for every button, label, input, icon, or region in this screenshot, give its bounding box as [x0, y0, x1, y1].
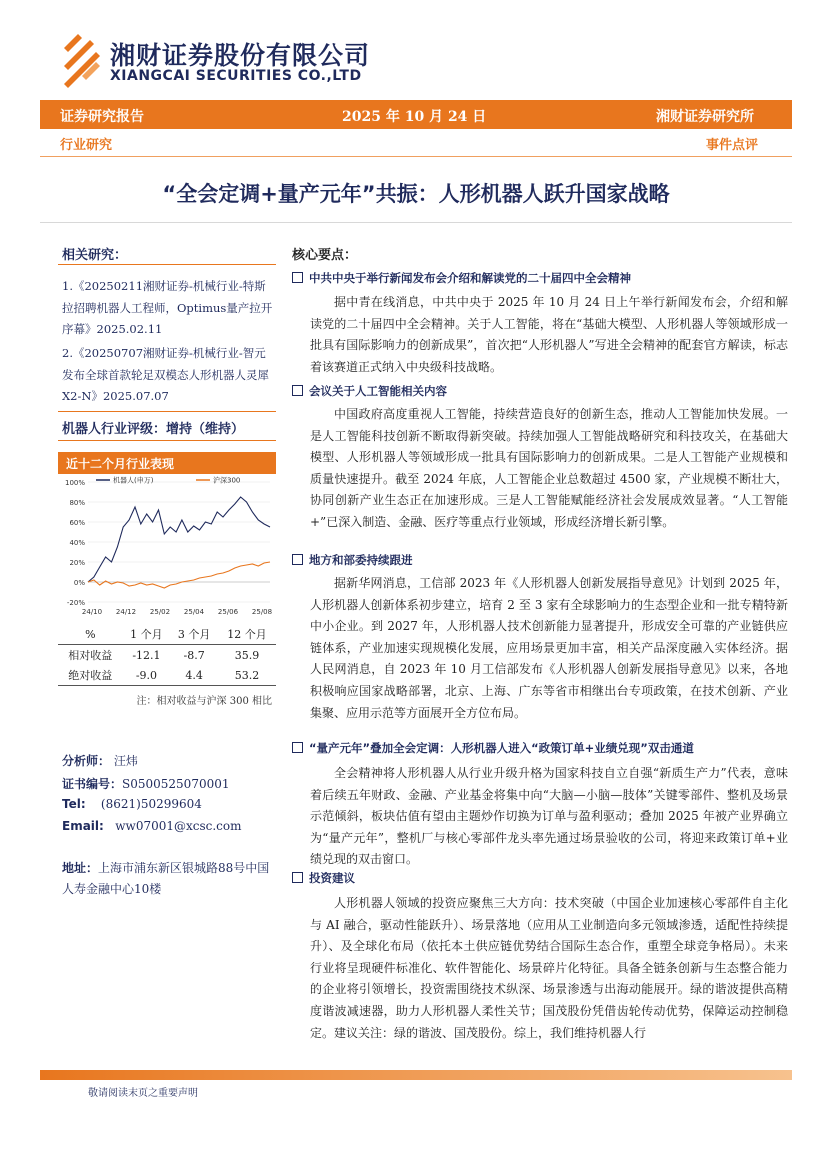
y-tick-label: 100%: [64, 479, 85, 487]
section-title: 投资建议: [309, 871, 355, 885]
table-cell: -8.7: [183, 648, 205, 662]
analyst-line: [62, 752, 138, 769]
y-tick-label: 0%: [73, 579, 85, 587]
related-research-heading: 相关研究：: [62, 248, 128, 263]
page-title: “全会定调+量产元年”共振：人形机器人跃升国家战略: [162, 182, 670, 206]
x-tick-label: 25/08: [251, 608, 273, 616]
table-cell: -9.0: [123, 665, 171, 686]
checkbox-icon: [292, 742, 303, 753]
y-tick-label: 40%: [69, 539, 85, 547]
section-heading-2: [292, 383, 792, 399]
research-type: 行业研究: [60, 138, 113, 153]
email-address[interactable]: ww07001@xcsc.com: [115, 819, 242, 833]
email-label: Email:: [62, 819, 104, 833]
checkbox-icon: [292, 385, 303, 396]
company-name-cn: 湘财证券股份有限公司: [110, 41, 371, 70]
performance-table: [58, 624, 276, 686]
section-paragraph-2: 中国政府高度重视人工智能，持续营造良好的创新生态，推动人工智能加快发展。一是人工智能科技创新不断取得新突破。持续加强人工智能战略研究和科技攻关，在基础大模型、人形机器人等领域形成一批具有国际影响力的创新成果。二是人工智能产业规模和质量快速提升。截至 2024 年底，人工智能企业总数超过 4500 家，产业规模不断壮大，协同创新产业生态正在加速形成。三是人工智能赋能经济社会发展成效显著。“人工智能+”已深入制造、金融、医疗等重点行业领域，形成经济增长新引擎。: [310, 407, 788, 529]
footer-disclaimer[interactable]: 敬请阅读末页之重要声明: [88, 1088, 198, 1099]
checkbox-icon: [292, 272, 303, 283]
section-title: “量产元年”叠加全会定调：人形机器人进入“政策订单+业绩兑现”双击通道: [309, 741, 694, 755]
tel-label: Tel:: [62, 797, 86, 811]
section-heading-4: [292, 740, 792, 756]
cert-line: [62, 775, 230, 792]
institute-name: 湘财证券研究所: [656, 109, 754, 125]
cert-label: 证书编号：: [62, 777, 123, 791]
legend-label: 机器人(申万): [113, 476, 154, 485]
address-block: [62, 858, 276, 900]
related-link-1[interactable]: 1.《20250211湘财证券-机械行业-特斯拉招聘机器人工程师，Optimus量产拉开序幕》2025.02.11: [62, 279, 273, 336]
section-paragraph-5: 人形机器人领域的投资应聚焦三大方向：技术突破（中国企业加速核心零部件自主化与 AI 融合，驱动性能跃升）、场景落地（应用从工业制造向多元领域渗透，适配性持续提升）、及全球化布局（依托本土供应链优势结合国际生态合作，重塑全球竞争格局）。未来行业将呈现硬件标准化、软件智能化、场景碎片化特征。具备全链条创新与生态整合能力的企业将引领增长，投资需围绕技术纵深、场景渗透与出海动能展开。绿的谐波提供高精度谐波减速器，助力人形机器人柔性关节；国茂股份凭借齿轮传动优势，保障运动控制稳定。建议关注：绿的谐波、国茂股份。综上，我们维持机器人行: [310, 896, 788, 1040]
x-tick-label: 24/10: [81, 608, 103, 616]
y-tick-label: -20%: [66, 599, 85, 607]
cert-number: S0500525070001: [122, 777, 230, 791]
related-link-2[interactable]: 2.《20250707湘财证券-机械行业-智元发布全球首款轮足双模态人形机器人灵犀X2-N》2025.07.07: [62, 346, 269, 403]
table-header: 1 个月: [123, 624, 171, 645]
related-divider: [58, 264, 276, 265]
series-line-1: [88, 562, 270, 588]
tel-number: (8621)50299604: [100, 797, 202, 811]
legend-label: 沪深300: [213, 476, 241, 485]
y-tick-label: 60%: [69, 519, 85, 527]
section-paragraph-4: 全会精神将人形机器人从行业升级升格为国家科技自立自强“新质生产力”代表，意味着后续五年财政、金融、产业基金将集中向“大脑—小脑—肢体”关键零部件、整机及场景示范倾斜，板块估值有望由主题炒作切换为订单与盈利驱动；叠加 2025 年被产业界确立为“量产元年”，整机厂与核心零部件龙头率先通过场景验收的公司，将迎来政策订单+业绩兑现的双击窗口。: [310, 766, 788, 867]
table-cell: 4.4: [170, 665, 218, 686]
section-paragraph-3: 据新华网消息，工信部 2023 年《人形机器人创新发展指导意见》计划到 2025 年，人形机器人创新体系初步建立，培育 2 至 3 家有全球影响力的生态型企业和一批专精特新中小企业。到 2027 年，人形机器人技术创新能力显著提升，形成安全可靠的产业链供应链体系，产业加速实现规模化发展，应用场景更加丰富，相关产品深度融入实体经济。据人民网消息，自 2023 年 10 月工信部发布《人形机器人创新发展指导意见》以来，各地积极响应国家战略部署，北京、上海、广东等省市相继出台专项政策，在技术创新、产业集聚、应用示范等方面展开全方位布局。: [310, 576, 788, 720]
table-row: [58, 645, 276, 666]
company-logo-icon: [60, 30, 100, 88]
x-tick-label: 25/04: [183, 608, 205, 616]
title-divider: [40, 222, 792, 223]
x-tick-label: 24/12: [115, 608, 137, 616]
core-points-heading: 核心要点：: [292, 248, 358, 263]
section-title: 会议关于人工智能相关内容: [309, 384, 447, 398]
section-heading-5: [292, 870, 792, 886]
footer-bar: [40, 1070, 792, 1080]
company-name-en: XIANGCAI SECURITIES CO.,LTD: [110, 68, 362, 84]
series-line-0: [88, 497, 270, 582]
table-note: 注：相对收益与沪深 300 相比: [136, 696, 272, 707]
table-cell: 相对收益: [68, 649, 113, 662]
checkbox-icon: [292, 554, 303, 565]
address-label: 地址：: [62, 861, 99, 875]
report-type: 证券研究报告: [60, 109, 144, 125]
event-type: 事件点评: [706, 138, 759, 153]
analyst-name: 汪炜: [113, 754, 138, 768]
section-title: 地方和部委持续跟进: [309, 553, 413, 567]
x-tick-label: 25/02: [149, 608, 171, 616]
x-tick-label: 25/06: [217, 608, 239, 616]
performance-title: 近十二个月行业表现: [66, 457, 175, 471]
checkbox-icon: [292, 872, 303, 883]
performance-chart: [58, 474, 276, 622]
rating-divider-top: [58, 411, 276, 412]
address-text: 上海市浦东新区银城路88号中国人寿金融中心10楼: [62, 861, 270, 896]
industry-rating: 机器人行业评级：增持（维持）: [62, 422, 245, 437]
section-paragraph-1: 据中青在线消息，中共中央于 2025 年 10 月 24 日上午举行新闻发布会，介绍和解读党的二十届四中全会精神。关于人工智能，将在“基础大模型、人形机器人等领域形成一批具有国际影响力的创新成果”，首次把“人形机器人”写进全会精神的配套官方解读，标志着该赛道正式纳入中央级科技战略。: [310, 295, 788, 374]
table-cell: 35.9: [234, 648, 260, 662]
report-date: 2025 年 10 月 24 日: [342, 109, 487, 125]
analyst-label: 分析师：: [62, 754, 111, 768]
email-line: [62, 819, 242, 833]
header-divider: [40, 156, 792, 157]
table-header: 12 个月: [218, 624, 276, 645]
table-cell: -12.1: [132, 648, 161, 662]
table-header: %: [58, 624, 123, 645]
table-cell: 53.2: [218, 665, 276, 686]
tel-line: [62, 797, 202, 811]
table-header: 3 个月: [170, 624, 218, 645]
table-cell: 绝对收益: [58, 665, 123, 686]
section-heading-3: [292, 552, 792, 568]
section-heading-1: [292, 270, 792, 286]
table-header-row: [58, 624, 276, 645]
y-tick-label: 80%: [69, 499, 85, 507]
y-tick-label: 20%: [69, 559, 85, 567]
section-title: 中共中央于举行新闻发布会介绍和解读党的二十届四中全会精神: [309, 271, 631, 285]
rating-divider-bottom: [58, 440, 276, 441]
table-row: [58, 665, 276, 686]
